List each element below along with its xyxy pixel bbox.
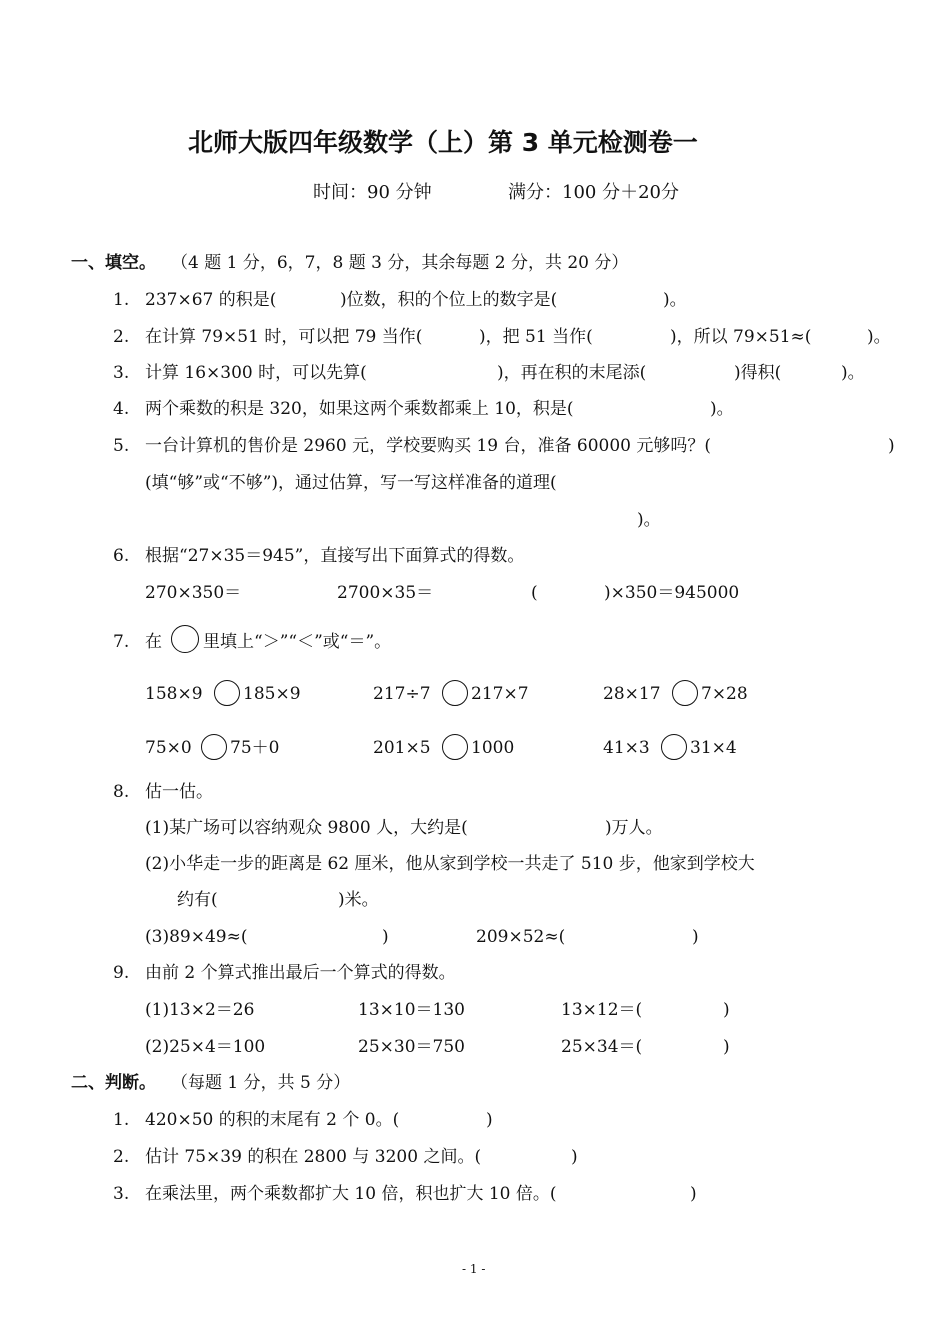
q7-r2-c1-right: 75＋0 [230, 738, 280, 758]
q3-number: 3. [113, 363, 130, 383]
q9-number: 9. [113, 963, 130, 983]
time-limit: 时间：90 分钟 [313, 182, 432, 203]
q3-text-d: )。 [841, 363, 865, 383]
q4-text-b: )。 [710, 399, 734, 419]
compare-circle[interactable] [442, 680, 468, 706]
section-1-heading: 一、填空。 [71, 253, 156, 273]
q6-number: 6. [113, 546, 130, 566]
q2-text-b: )，把 51 当作( [479, 327, 593, 347]
compare-circle[interactable] [201, 734, 227, 760]
q5-text-b: ) [888, 436, 895, 456]
section-1-note: （4 题 1 分，6，7，8 题 3 分，其余每题 2 分，共 20 分） [171, 253, 629, 273]
q3-text-a: 计算 16×300 时，可以先算( [145, 363, 367, 383]
q2-text-c: )，所以 79×51≈( [670, 327, 812, 347]
q7-r1-c1-left: 158×9 [145, 684, 203, 704]
s2-q3-text: 在乘法里，两个乘数都扩大 10 倍，积也扩大 10 倍。( [145, 1184, 557, 1204]
s2-q1-number: 1. [113, 1110, 130, 1130]
q8-number: 8. [113, 782, 130, 802]
q6-expr-3: )×350＝945000 [604, 583, 740, 603]
q8-s2-a: (2)小华走一步的距离是 62 厘米，他从家到学校一共走了 510 步，他家到学校大 [145, 854, 755, 874]
q9-text: 由前 2 个算式推出最后一个算式的得数。 [145, 963, 456, 983]
q9-r2-a: (2)25×4＝100 [145, 1037, 266, 1057]
q7-r1-c2-left: 217÷7 [373, 684, 431, 704]
compare-circle[interactable] [672, 680, 698, 706]
q7-r1-c2-right: 217×7 [471, 684, 529, 704]
q2-number: 2. [113, 327, 130, 347]
q7-r2-c2-left: 201×5 [373, 738, 431, 758]
q6-expr-1: 270×350＝ [145, 583, 242, 603]
page-number: - 1 - [462, 1262, 486, 1276]
s2-q2-number: 2. [113, 1147, 130, 1167]
q7-r2-c3-left: 41×3 [603, 738, 650, 758]
q4-number: 4. [113, 399, 130, 419]
q3-text-b: )，再在积的末尾添( [497, 363, 647, 383]
q8-s2-c: )米。 [338, 890, 379, 910]
q5-number: 5. [113, 436, 130, 456]
q9-r2-b: 25×30＝750 [358, 1037, 465, 1057]
q6-expr-3-open: ( [531, 583, 538, 603]
q7-text-post: 里填上“＞”“＜”或“＝”。 [203, 632, 392, 652]
section-2-note: （每题 1 分，共 5 分） [171, 1073, 351, 1093]
compare-circle[interactable] [661, 734, 687, 760]
q7-r1-c1-right: 185×9 [243, 684, 301, 704]
s2-q2-close: ) [571, 1147, 578, 1167]
circle-blank [171, 625, 199, 653]
q9-r1-b: 13×10＝130 [358, 1000, 465, 1020]
q1-text-b: )位数，积的个位上的数字是( [340, 290, 558, 310]
s2-q3-number: 3. [113, 1184, 130, 1204]
q8-s1-b: )万人。 [605, 818, 663, 838]
full-score: 满分：100 分＋20分 [508, 182, 679, 203]
q7-text-pre: 在 [145, 632, 162, 652]
q9-r1-c: 13×12＝( [561, 1000, 643, 1020]
q8-s3-c: 209×52≈( [476, 927, 566, 947]
s2-q1-text: 420×50 的积的末尾有 2 个 0。( [145, 1110, 400, 1130]
compare-circle[interactable] [214, 680, 240, 706]
q5-text-c: (填“够”或“不够”)，通过估算，写一写这样准备的道理( [145, 473, 557, 493]
section-2-heading: 二、判断。 [71, 1073, 156, 1093]
q1-text-c: )。 [663, 290, 687, 310]
q8-text: 估一估。 [145, 782, 213, 802]
q7-r2-c3-right: 31×4 [690, 738, 737, 758]
s2-q2-text: 估计 75×39 的积在 2800 与 3200 之间。( [145, 1147, 482, 1167]
q5-text-d: )。 [637, 510, 661, 530]
q4-text-a: 两个乘数的积是 320，如果这两个乘数都乘上 10，积是( [145, 399, 574, 419]
q7-r1-c3-right: 7×28 [701, 684, 748, 704]
q1-text-a: 237×67 的积是( [145, 290, 277, 310]
q8-s2-b: 约有( [177, 890, 218, 910]
q6-expr-2: 2700×35＝ [337, 583, 434, 603]
q8-s1-a: (1)某广场可以容纳观众 9800 人，大约是( [145, 818, 468, 838]
q1-number: 1. [113, 290, 130, 310]
q8-s3-a: (3)89×49≈( [145, 927, 248, 947]
q7-r1-c3-left: 28×17 [603, 684, 661, 704]
q6-text: 根据“27×35＝945”，直接写出下面算式的得数。 [145, 546, 525, 566]
q5-text-a: 一台计算机的售价是 2960 元，学校要购买 19 台，准备 60000 元够吗？( [145, 436, 712, 456]
q9-r1-d: ) [723, 1000, 730, 1020]
s2-q1-close: ) [486, 1110, 493, 1130]
s2-q3-close: ) [690, 1184, 697, 1204]
q7-r2-c1-left: 75×0 [145, 738, 192, 758]
q2-text-d: )。 [867, 327, 891, 347]
q3-text-c: )得积( [734, 363, 782, 383]
compare-circle[interactable] [442, 734, 468, 760]
q7-number: 7. [113, 632, 130, 652]
q8-s3-d: ) [692, 927, 699, 947]
q2-text-a: 在计算 79×51 时，可以把 79 当作( [145, 327, 423, 347]
q7-r2-c2-right: 1000 [471, 738, 515, 758]
page-title: 北师大版四年级数学（上）第 3 单元检测卷一 [188, 128, 698, 157]
q8-s3-b: ) [382, 927, 389, 947]
q9-r1-a: (1)13×2＝26 [145, 1000, 255, 1020]
q9-r2-c: 25×34＝( [561, 1037, 643, 1057]
q9-r2-d: ) [723, 1037, 730, 1057]
